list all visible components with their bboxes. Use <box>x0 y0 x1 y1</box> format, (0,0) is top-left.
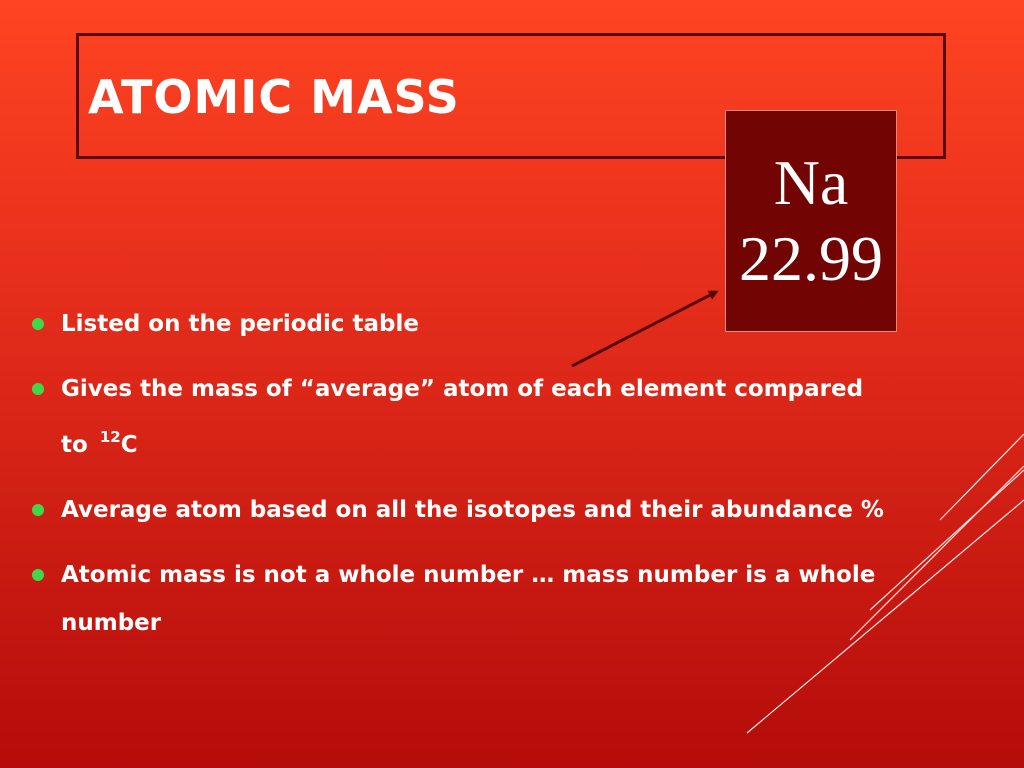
bullet-item <box>30 300 890 348</box>
bullet-text: Atomic mass is not a whole number … mass number is a whole number <box>61 562 876 636</box>
slide-title: ATOMIC MASS <box>88 70 460 124</box>
bullet-list <box>30 300 890 664</box>
bullet-dot-icon <box>32 504 44 516</box>
bullet-dot-icon <box>32 569 44 581</box>
deco-line-1 <box>940 434 1024 520</box>
bullet-text: Listed on the periodic table <box>61 311 419 337</box>
deco-line-3 <box>870 470 1024 610</box>
bullet-text: Gives the mass of “average” atom of each element compared to <box>61 376 864 458</box>
bullet-item <box>30 486 890 534</box>
element-atomic-mass: 22.99 <box>739 223 883 294</box>
bullet-text: Average atom based on all the isotopes and their abundance % <box>61 497 884 523</box>
element-symbol: Na <box>773 147 849 218</box>
isotope-superscript: 12 <box>99 428 121 446</box>
bullet-text-end: C <box>120 432 138 458</box>
bullet-item <box>30 551 890 647</box>
bullet-item <box>30 365 890 469</box>
element-tile <box>725 110 897 332</box>
bullet-dot-icon <box>32 383 44 395</box>
bullet-dot-icon <box>32 318 44 330</box>
